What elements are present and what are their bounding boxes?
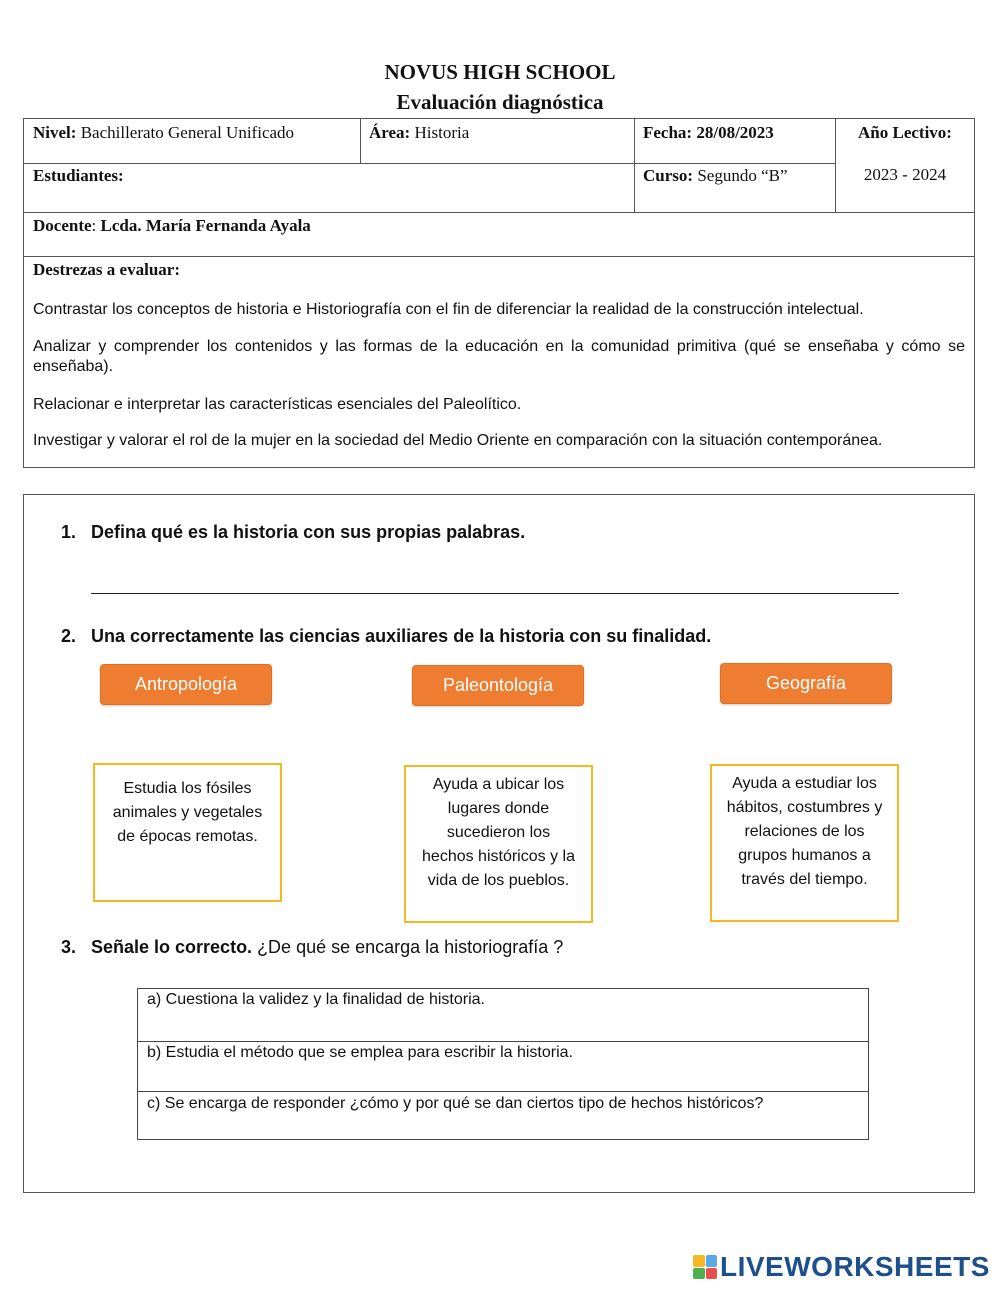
options-table (137, 988, 869, 1140)
question-1-number: 1. (61, 522, 77, 542)
nivel-value: Bachillerato General Unificado (80, 123, 295, 142)
area-label: Área: (369, 123, 411, 142)
skill-item: Relacionar e interpretar las características esenciales del Paleolítico. (33, 396, 522, 413)
skill-item: Investigar y valorar el rol de la mujer en la sociedad del Medio Oriente en comparación con la situación contemporánea. (33, 432, 883, 449)
definition-box[interactable] (710, 764, 899, 922)
docente-label: Docente (33, 216, 92, 235)
fecha-cell (643, 123, 774, 143)
question-1-text: Defina qué es la historia con sus propias palabras. (91, 522, 526, 542)
definition-box[interactable] (93, 763, 282, 902)
question-3-text: ¿De qué se encarga la historiografía ? (252, 937, 564, 957)
question-3-bold-text: Señale lo correcto. (91, 937, 253, 957)
option-c[interactable]: c) Se encarga de responder ¿cómo y por qué se dan ciertos tipo de hechos históricos? (147, 1095, 764, 1112)
definition-text: Ayuda a estudiar los hábitos, costumbres y relaciones de los grupos humanos a través del tiempo. (726, 775, 883, 888)
estudiantes-label: Estudiantes: (33, 166, 124, 185)
school-name: NOVUS HIGH SCHOOL (384, 60, 616, 84)
science-antropologia[interactable]: Antropología (100, 664, 272, 705)
anio-cell (836, 123, 974, 143)
brand-text: LIVEWORKSHEETS (720, 1251, 990, 1282)
fecha-label: Fecha: 28/08/2023 (643, 123, 774, 142)
answer-line[interactable] (91, 593, 899, 594)
science-geografia[interactable]: Geografía (720, 663, 892, 704)
curso-value: Segundo “B” (697, 166, 788, 185)
liveworksheets-logo-icon (693, 1255, 717, 1279)
science-paleontologia[interactable]: Paleontología (412, 665, 584, 706)
definition-text: Ayuda a ubicar los lugares donde sucedieron los hechos históricos y la vida de los pueblos. (422, 776, 575, 889)
question-2-text: Una correctamente las ciencias auxiliares de la historia con su finalidad. (91, 626, 712, 646)
nivel-label: Nivel: (33, 123, 77, 142)
curso-label: Curso: (643, 166, 694, 185)
area-value: Historia (414, 123, 470, 142)
question-3 (61, 937, 563, 958)
docente-cell (33, 216, 311, 236)
definition-box[interactable] (404, 765, 593, 923)
definition-text: Estudia los fósiles animales y vegetales de épocas remotas. (112, 780, 263, 845)
document-title: Evaluación diagnóstica (396, 90, 604, 114)
docente-separator: : (91, 216, 101, 235)
option-b[interactable]: b) Estudia el método que se emplea para escribir la historia. (147, 1044, 573, 1061)
estudiantes-cell (33, 166, 124, 186)
docente-value: Lcda. María Fernanda Ayala (100, 216, 311, 235)
brand-footer (693, 1252, 990, 1282)
area-cell (369, 123, 469, 143)
question-1 (61, 522, 525, 543)
anio-label: Año Lectivo: (858, 123, 952, 142)
question-3-number: 3. (61, 937, 77, 957)
skills-title: Destrezas a evaluar: (33, 260, 180, 279)
nivel-cell (33, 123, 294, 143)
question-2 (61, 626, 711, 647)
option-a[interactable]: a) Cuestiona la validez y la finalidad de historia. (147, 991, 485, 1008)
skill-item: Contrastar los conceptos de historia e Historiografía con el fin de diferenciar la realidad de la construcción intelectual. (33, 301, 864, 318)
skill-item: Analizar y comprender los contenidos y las formas de la educación en la comunidad primitiva (qué se enseñaba y cómo se enseñaba). (33, 338, 965, 375)
info-table (23, 118, 975, 468)
question-2-number: 2. (61, 626, 77, 646)
anio-value: 2023 - 2024 (863, 165, 947, 184)
curso-cell (643, 166, 788, 186)
